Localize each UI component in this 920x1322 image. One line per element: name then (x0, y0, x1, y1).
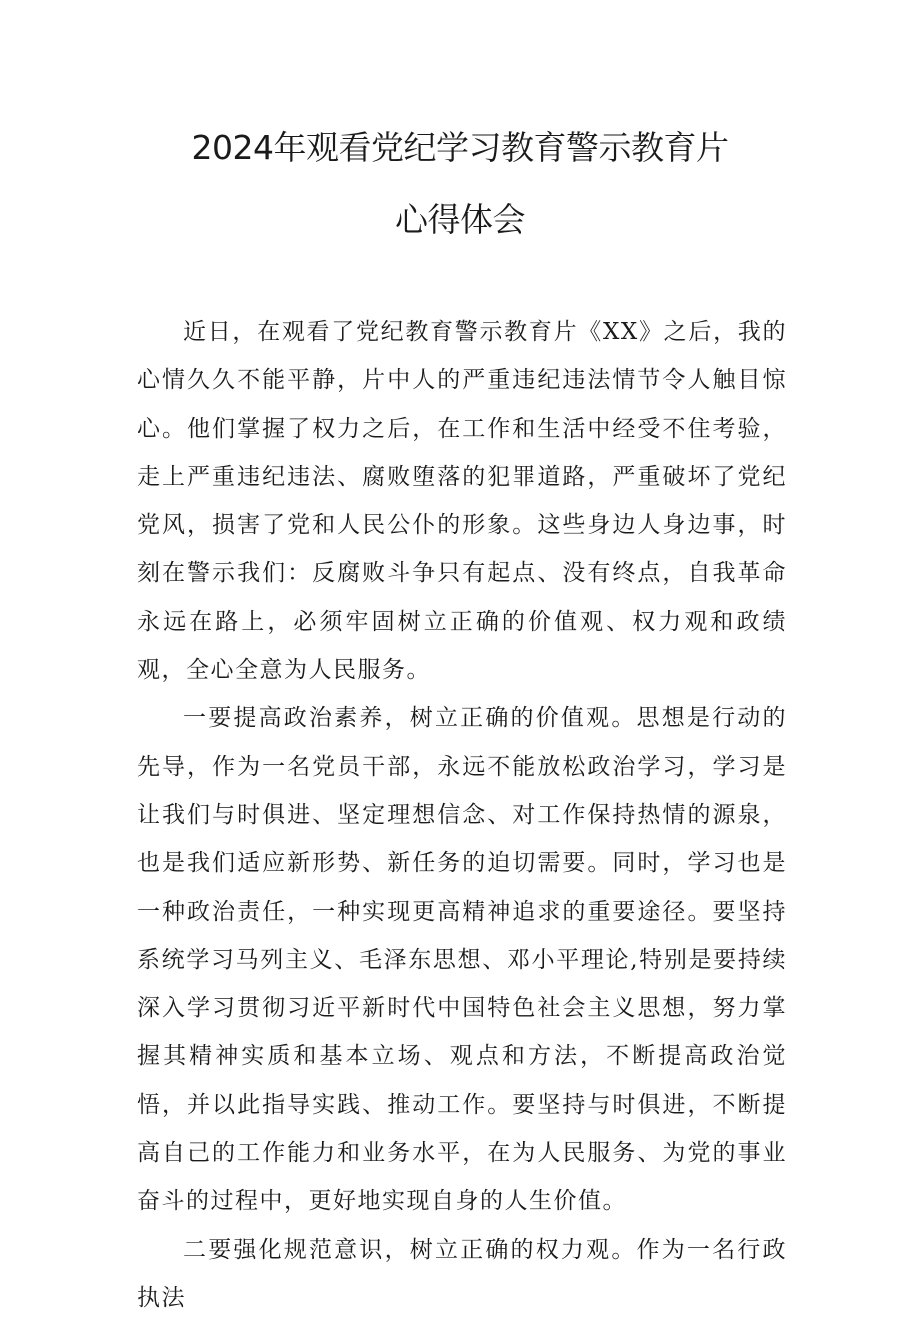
paragraph-3: 二要强化规范意识，树立正确的权力观。作为一名行政执法 (137, 1236, 787, 1311)
document-body (137, 308, 787, 1322)
paragraph-2: 一要提高政治素养，树立正确的价值观。思想是行动的先导，作为一名党员干部，永远不能放松政治学习，学习是让我们与时俱进、坚定理想信念、对工作保持热情的源泉，也是我们适应新形势、新任务的迫切需要。同时，学习也是一种政治责任，一种实现更高精神追求的重要途径。要坚持系统学习马列主义、毛泽东思想、邓小平理论,特别是要持续深入学习贯彻习近平新时代中国特色社会主义思想，努力掌握其精神实质和基本立场、观点和方法，不断提高政治觉悟，并以此指导实践、推动工作。要坚持与时俱进，不断提高自己的工作能力和业务水平，在为人民服务、为党的事业奋斗的过程中，更好地实现自身的人生价值。 (137, 705, 787, 1215)
paragraph-1: 近日，在观看了党纪教育警示教育片《XX》之后，我的心情久久不能平静，片中人的严重违纪违法情节令人触目惊心。他们掌握了权力之后，在工作和生活中经受不住考验，走上严重违纪违法、腐败堕落的犯罪道路，严重破坏了党纪党风，损害了党和人民公仆的形象。这些身边人身边事，时刻在警示我们：反腐败斗争只有起点、没有终点，自我革命永远在路上，必须牢固树立正确的价值观、权力观和政绩观，全心全意为人民服务。 (137, 319, 787, 684)
document-title-line-1: 2024年观看党纪学习教育警示教育片 (191, 128, 729, 167)
document-title-line-2: 心得体会 (395, 200, 525, 239)
